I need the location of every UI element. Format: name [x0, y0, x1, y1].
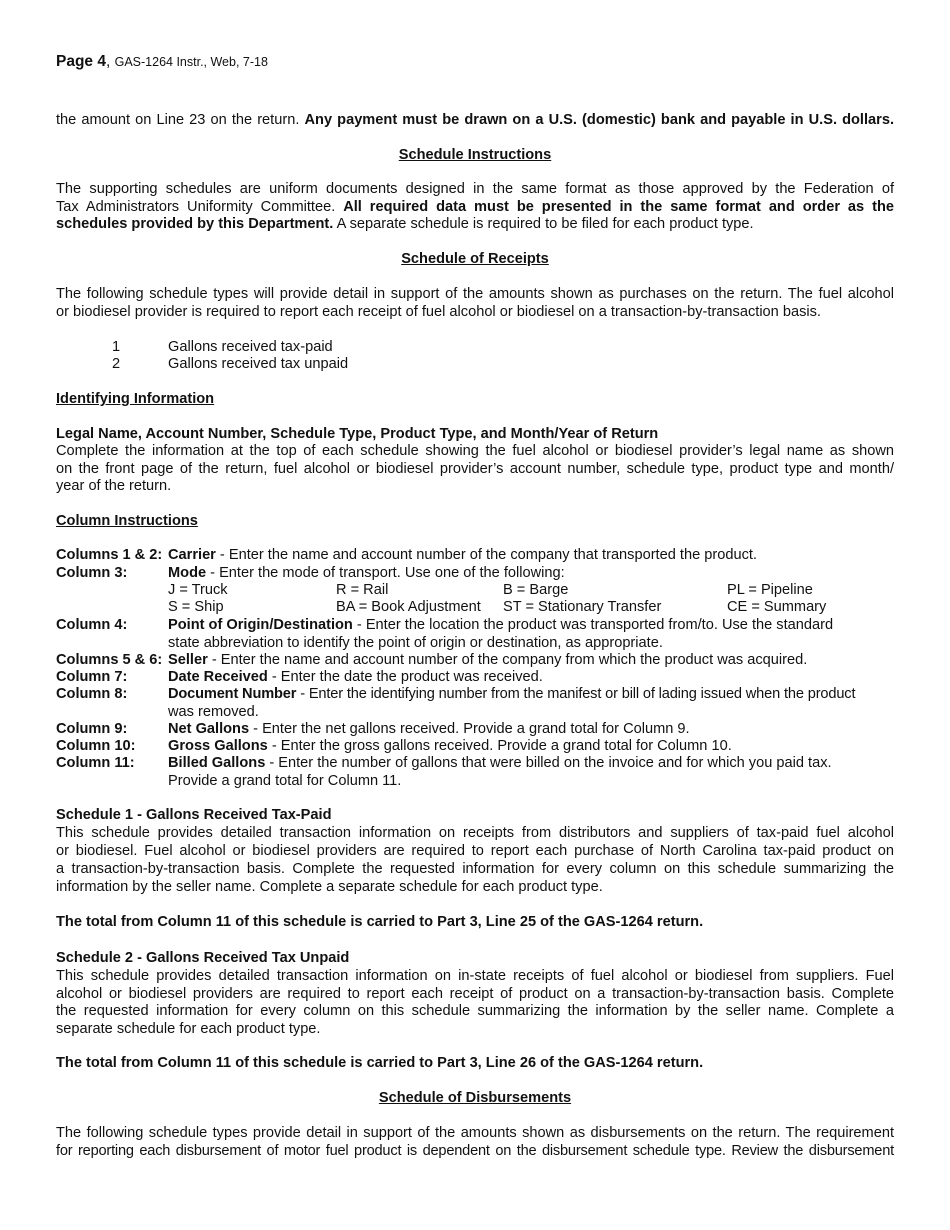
- identifying-line-3: year of the return.: [56, 478, 172, 494]
- column-instructions-heading-text: Column Instructions: [56, 513, 198, 529]
- schedule-2-total: The total from Column 11 of this schedule is carried to Part 3, Line 26 of the GAS-1264 return.: [56, 1055, 704, 1071]
- column-text: - Enter the name and account number of the company from which the product was acquired.: [207, 652, 808, 668]
- mode-code: J = Truck: [168, 582, 228, 598]
- column-9-row: [56, 721, 894, 739]
- column-text: - Enter the number of gallons that were billed on the invoice and for which you paid tax.: [265, 755, 832, 771]
- schedule-1-line-3: a transaction-by-transaction basis. Complete the requested information for every column on this schedule summarizing the: [56, 861, 894, 877]
- column-text-continued: state abbreviation to identify the point of origin or destination, as appropriate.: [168, 634, 663, 651]
- intro-bold: Any payment must be drawn on a U.S. (domestic) bank and payable in U.S. dollars.: [304, 112, 895, 128]
- page-header: [56, 53, 894, 72]
- column-term: Point of Origin/Destination: [168, 617, 353, 633]
- disbursements-heading-text: Schedule of Disbursements: [378, 1090, 572, 1106]
- si-line3-plain: A separate schedule is required to be filed for each product type.: [336, 216, 754, 232]
- mode-code: R = Rail: [336, 582, 389, 598]
- mode-code: ST = Stationary Transfer: [503, 599, 662, 615]
- list-item: [56, 339, 894, 357]
- column-label: Column 3:: [56, 565, 128, 581]
- intro-plain: the amount on Line 23 on the return.: [56, 112, 300, 128]
- receipts-heading-text: Schedule of Receipts: [401, 251, 549, 267]
- si-line2-plain: Tax Administrators Uniformity Committee.: [56, 199, 336, 215]
- form-reference: GAS-1264 Instr., Web, 7-18: [114, 55, 268, 69]
- list-item: [56, 356, 894, 374]
- disbursements-line-1: The following schedule types provide detail in support of the amounts shown as disbursements on the return. The requirement: [56, 1125, 894, 1141]
- column-text: - Enter the location the product was transported from/to. Use the standard: [352, 617, 834, 633]
- column-term: Billed Gallons: [168, 755, 266, 771]
- intro-line: [56, 112, 894, 130]
- column-text-continued: was removed.: [168, 703, 259, 720]
- column-term: Gross Gallons: [168, 738, 268, 754]
- column-label: Columns 1 & 2:: [56, 547, 163, 563]
- receipts-line-2: or biodiesel provider is required to report each receipt of fuel alcohol or biodiesel on a transaction-by-transaction basis.: [56, 304, 821, 320]
- column-3-row: [56, 565, 894, 583]
- column-1-2-row: [56, 547, 894, 565]
- mode-code: PL = Pipeline: [727, 582, 813, 598]
- column-label: Column 8:: [56, 686, 128, 702]
- si-line3-bold: schedules provided by this Department.: [56, 216, 334, 232]
- schedule-1-heading: Schedule 1 - Gallons Received Tax-Paid: [56, 807, 332, 823]
- column-term: Seller: [168, 652, 208, 668]
- column-label: Column 11:: [56, 755, 135, 771]
- mode-code: BA = Book Adjustment: [336, 599, 481, 615]
- column-text: - Enter the net gallons received. Provide a grand total for Column 9.: [249, 721, 690, 737]
- disbursements-heading: [56, 1090, 894, 1108]
- column-text-continued: Provide a grand total for Column 11.: [168, 772, 402, 789]
- receipt-type-label: Gallons received tax unpaid: [168, 356, 349, 372]
- schedule-instructions-heading: [56, 147, 894, 165]
- header-comma: ,: [105, 53, 111, 70]
- receipt-type-number: 2: [112, 356, 121, 372]
- column-label: Column 10:: [56, 738, 136, 754]
- column-text: - Enter the identifying number from the manifest or bill of lading issued when the product: [296, 686, 856, 702]
- si-line2-bold: All required data must be presented in the same format and order as the: [343, 199, 894, 215]
- column-term: Net Gallons: [168, 721, 250, 737]
- schedule-instructions-line-3: [56, 216, 894, 234]
- schedule-2-line-1: This schedule provides detailed transaction information on in-state receipts of fuel alcohol or biodiesel from suppliers. Fuel: [56, 968, 894, 984]
- column-text: - Enter the name and account number of the company that transported the product.: [215, 547, 757, 563]
- column-text: - Enter the date the product was received.: [267, 669, 543, 685]
- column-8-row: [56, 686, 894, 722]
- column-text: - Enter the mode of transport. Use one of the following:: [206, 565, 565, 581]
- column-instructions-heading: [56, 513, 894, 531]
- column-term: Date Received: [168, 669, 268, 685]
- mode-code: CE = Summary: [727, 599, 827, 615]
- identifying-subheading: Legal Name, Account Number, Schedule Type, Product Type, and Month/Year of Return: [56, 426, 659, 442]
- identifying-heading-text: Identifying Information: [56, 391, 215, 407]
- schedule-2-line-4: separate schedule for each product type.: [56, 1021, 321, 1037]
- column-11-row: [56, 755, 894, 791]
- schedule-2-line-2: alcohol or biodiesel providers are required to report each receipt of product on a transaction-by-transaction basis. Complete: [56, 986, 894, 1002]
- identifying-heading: [56, 391, 894, 409]
- disbursements-line-2: for reporting each disbursement of motor fuel product is dependent on the disbursement schedule type. Review the disbursement: [56, 1143, 894, 1159]
- column-label: Column 7:: [56, 669, 128, 685]
- receipt-type-label: Gallons received tax-paid: [168, 339, 333, 355]
- schedule-1-total: The total from Column 11 of this schedule is carried to Part 3, Line 25 of the GAS-1264 return.: [56, 914, 704, 930]
- column-text: - Enter the gross gallons received. Provide a grand total for Column 10.: [267, 738, 732, 754]
- receipts-heading: [56, 251, 894, 269]
- mode-code: B = Barge: [503, 582, 569, 598]
- schedule-1-line-4: information by the seller name. Complete a separate schedule for each product type.: [56, 879, 603, 895]
- schedule-2-heading: Schedule 2 - Gallons Received Tax Unpaid: [56, 950, 350, 966]
- identifying-line-2: on the front page of the return, fuel alcohol or biodiesel provider’s account number, schedule type, product type and month/: [56, 461, 894, 477]
- column-4-row: [56, 617, 894, 653]
- schedule-1-line-2: or biodiesel. Fuel alcohol or biodiesel providers are required to report each purchase of North Carolina tax-paid product on: [56, 843, 894, 859]
- schedule-instructions-line-2: [56, 199, 894, 217]
- schedule-1-line-1: This schedule provides detailed transaction information on receipts from distributors and suppliers of tax-paid fuel alcohol: [56, 825, 894, 841]
- column-term: Carrier: [168, 547, 216, 563]
- schedule-2-line-3: the requested information for every column on this schedule summarizing the information by the seller name. Complete a: [56, 1003, 894, 1019]
- mode-code: S = Ship: [168, 599, 224, 615]
- column-10-row: [56, 738, 894, 756]
- column-label: Columns 5 & 6:: [56, 652, 163, 668]
- column-5-6-row: [56, 652, 894, 670]
- column-term: Document Number: [168, 686, 297, 702]
- schedule-instructions-line-1: The supporting schedules are uniform documents designed in the same format as those approved by the Federation of: [56, 181, 894, 197]
- identifying-line-1: Complete the information at the top of each schedule showing the fuel alcohol or biodiesel provider’s legal name as shown: [56, 443, 894, 459]
- column-7-row: [56, 669, 894, 687]
- column-label: Column 4:: [56, 617, 128, 633]
- schedule-instructions-heading-text: Schedule Instructions: [398, 147, 552, 163]
- receipts-line-1: The following schedule types will provide detail in support of the amounts shown as purchases on the return. The fuel alcohol: [56, 286, 894, 302]
- receipt-type-number: 1: [112, 339, 121, 355]
- column-label: Column 9:: [56, 721, 128, 737]
- column-term: Mode: [168, 565, 207, 581]
- page-number: Page 4: [56, 53, 106, 70]
